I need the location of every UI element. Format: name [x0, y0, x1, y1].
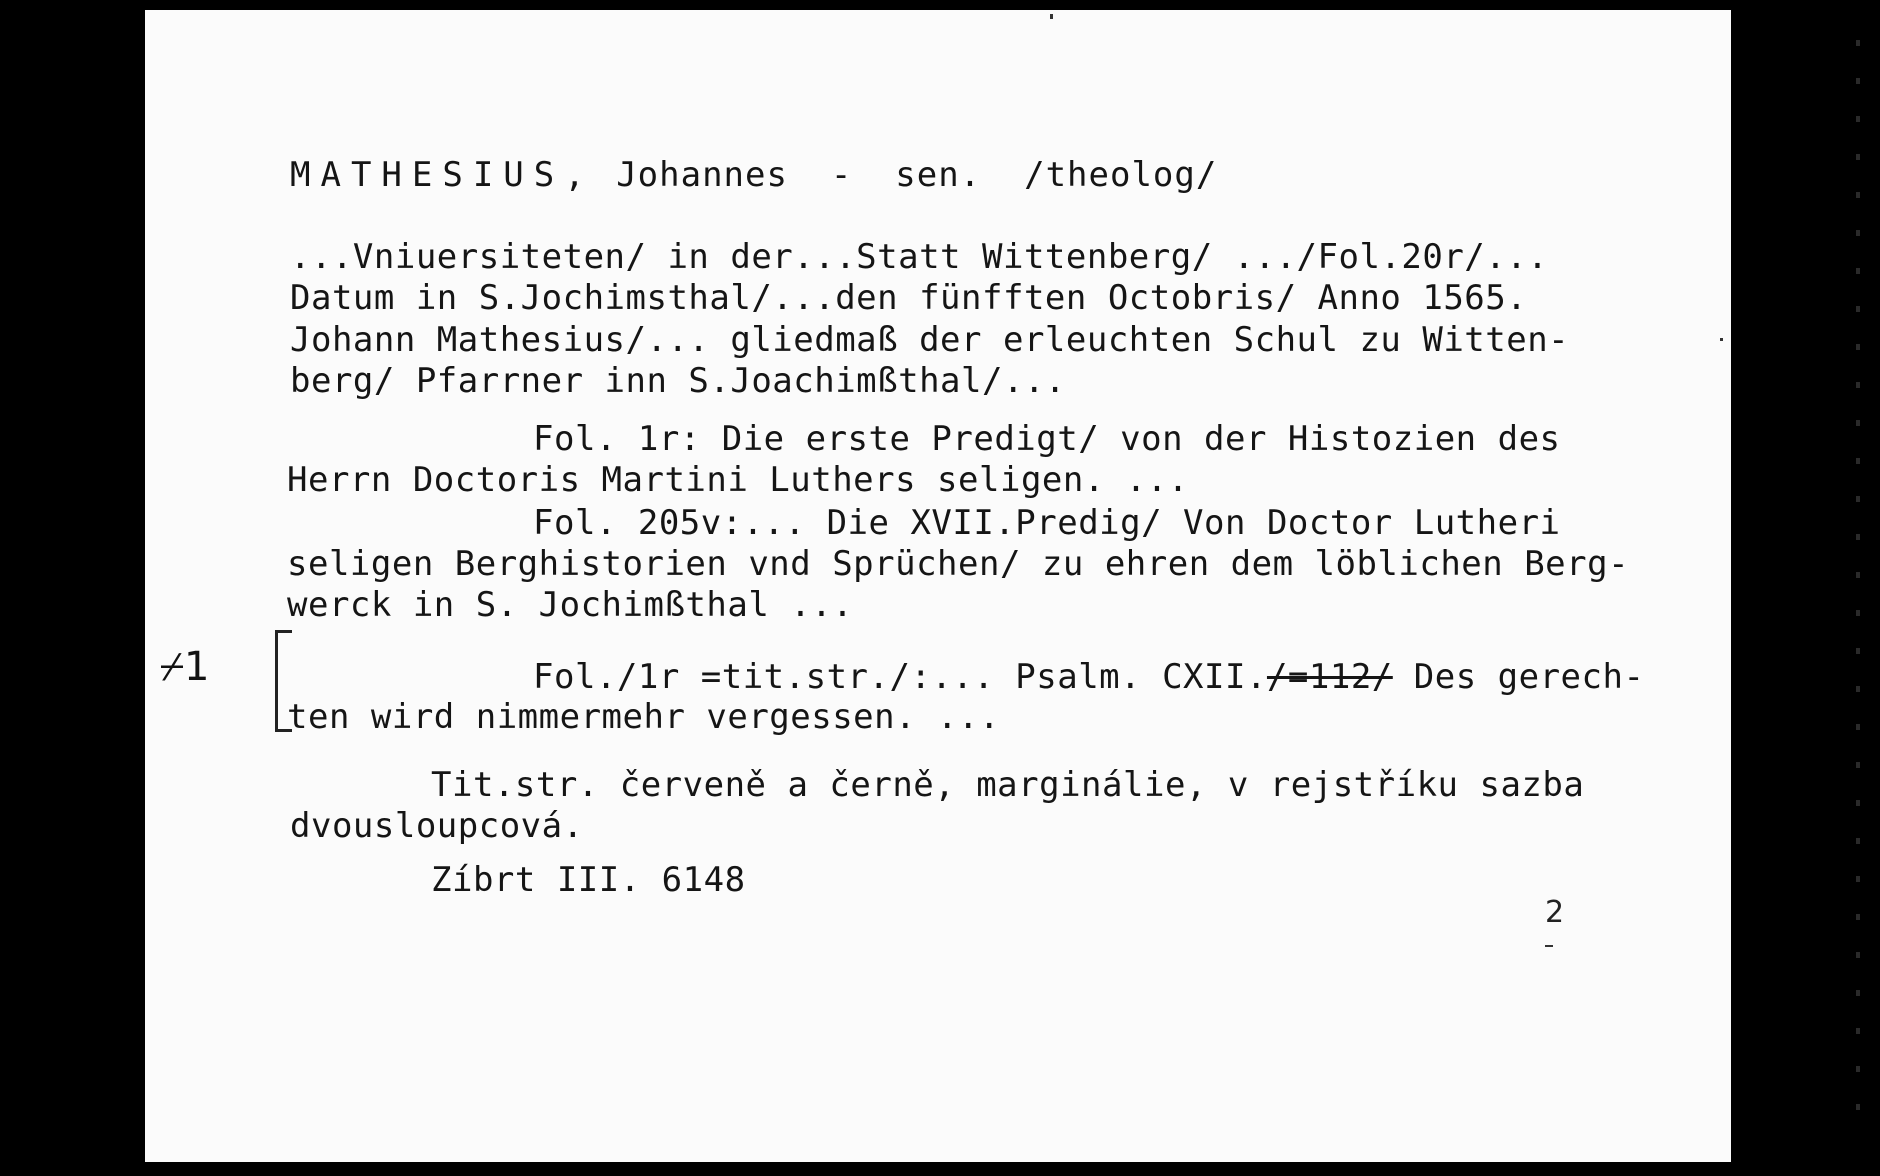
dust-speck: [1720, 338, 1723, 341]
psalm-line: [533, 657, 1644, 697]
imprint-line: Datum in S.Jochimsthal/...den fünfften Octobris/ Anno 1565.: [290, 278, 1528, 318]
fol1-line: Herrn Doctoris Martini Luthers seligen. ...: [287, 460, 1189, 500]
dust-speck: [1050, 14, 1053, 19]
fol205-line: seligen Berghistorien vnd Sprüchen/ zu ehren dem löblichen Berg-: [287, 544, 1630, 584]
fol1-line: Fol. 1r: Die erste Predigt/ von der Histozien des: [533, 419, 1561, 459]
imprint-line: Johann Mathesius/... gliedmaß der erleuchten Schul zu Witten-: [290, 320, 1570, 360]
fol205-line: werck in S. Jochimßthal ...: [287, 585, 854, 625]
fol205-line: Fol. 205v:... Die XVII.Predig/ Von Doctor Lutheri: [533, 503, 1561, 543]
dust-speck: [1545, 945, 1553, 947]
psalm-text: Fol./1r =tit.str./:... Psalm. CXII.: [533, 657, 1267, 697]
psalm-text-end: Des gerech-: [1392, 657, 1645, 697]
note-line: Tit.str. červeně a černě, marginálie, v rejstříku sazba: [431, 765, 1585, 805]
note-line: dvousloupcová.: [290, 806, 584, 846]
author-details: Johannes - sen. /theolog/: [616, 155, 1218, 195]
page-number: 2: [1545, 895, 1565, 930]
struck-correction: /=112/: [1266, 657, 1393, 697]
imprint-line: berg/ Pfarrner inn S.Joachimßthal/...: [290, 361, 1066, 401]
catalog-card: [145, 10, 1731, 1162]
author-surname: MATHESIUS,: [290, 155, 595, 195]
card-heading: [290, 155, 1217, 195]
scan-edge-marks: [1856, 40, 1860, 1140]
bibliographic-reference: Zíbrt III. 6148: [431, 860, 746, 900]
psalm-line: ten wird nimmermehr vergessen. ...: [287, 697, 1000, 737]
imprint-line: ...Vniuersiteten/ in der...Statt Wittenberg/ .../Fol.20r/...: [290, 237, 1549, 277]
annotation-mark: ⌿1: [160, 644, 210, 690]
